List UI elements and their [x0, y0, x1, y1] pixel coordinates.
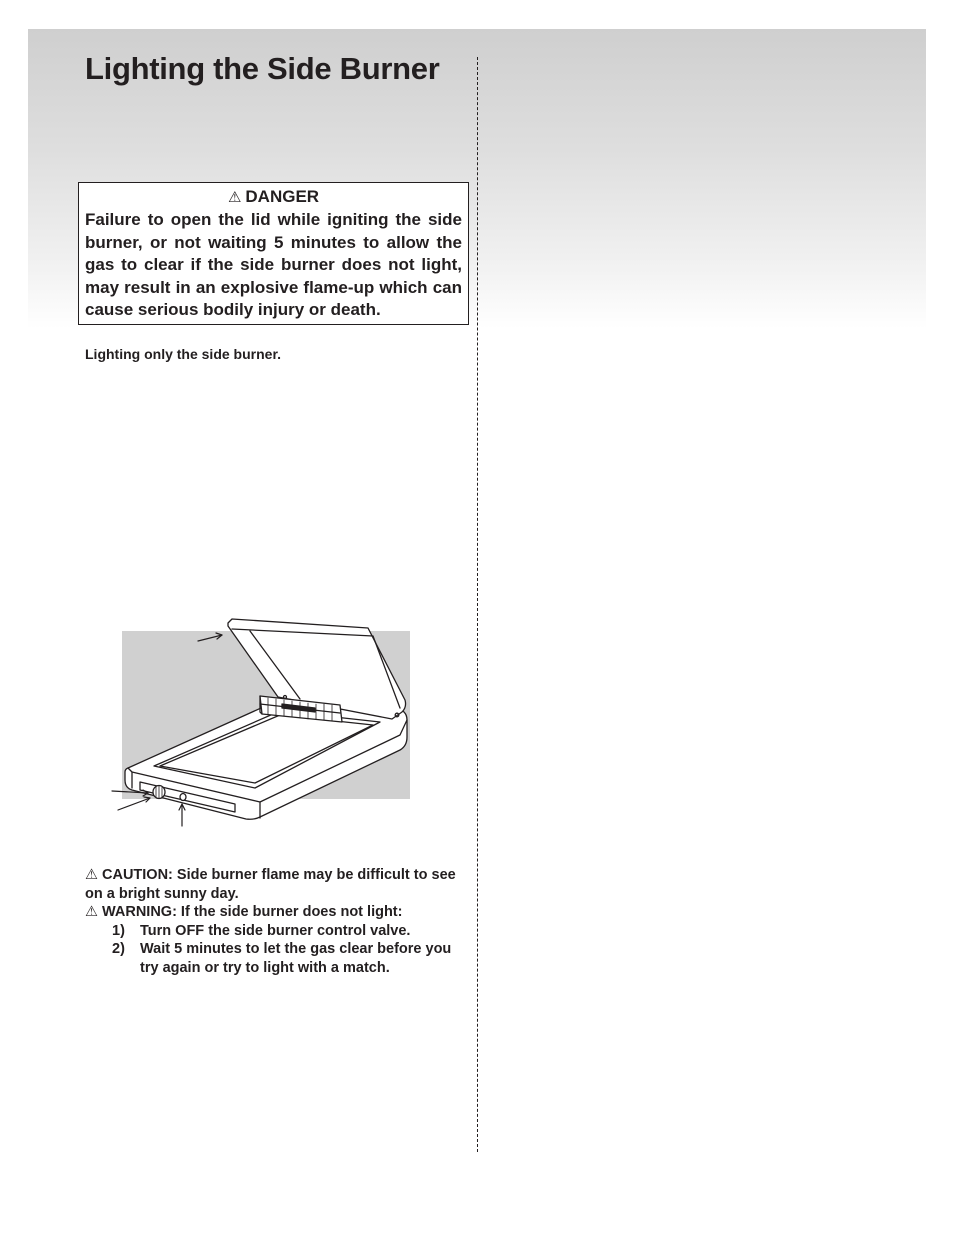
igniter-icon	[180, 794, 186, 801]
side-burner-illustration	[110, 612, 420, 832]
column-divider	[477, 57, 478, 1152]
danger-heading	[85, 186, 462, 209]
danger-label: DANGER	[245, 187, 320, 206]
danger-box	[78, 182, 469, 325]
list-item: 2) Wait 5 minutes to let the gas clear before you try again or try to light with a match.	[112, 941, 452, 976]
page-title: Lighting the Side Burner	[85, 51, 440, 86]
warning-note: ⚠ WARNING: If the side burner does not light:	[85, 904, 403, 920]
list-item: 1) Turn OFF the side burner control valve.	[112, 922, 411, 939]
warning-triangle-icon: ⚠	[85, 867, 98, 883]
notes-section	[85, 866, 457, 977]
danger-text: Failure to open the lid while igniting the side burner, or not waiting 5 minutes to allow the gas to clear if the side burner does not light, may result in an explosive flame-up which can cause serious bodily injury or death.	[85, 210, 462, 319]
warning-triangle-icon: ⚠	[85, 904, 98, 920]
section-subheading: Lighting only the side burner.	[85, 346, 282, 362]
caution-note: ⚠ CAUTION: Side burner flame may be difficult to see on a bright sunny day.	[85, 867, 456, 902]
warning-triangle-icon: ⚠	[227, 189, 242, 206]
